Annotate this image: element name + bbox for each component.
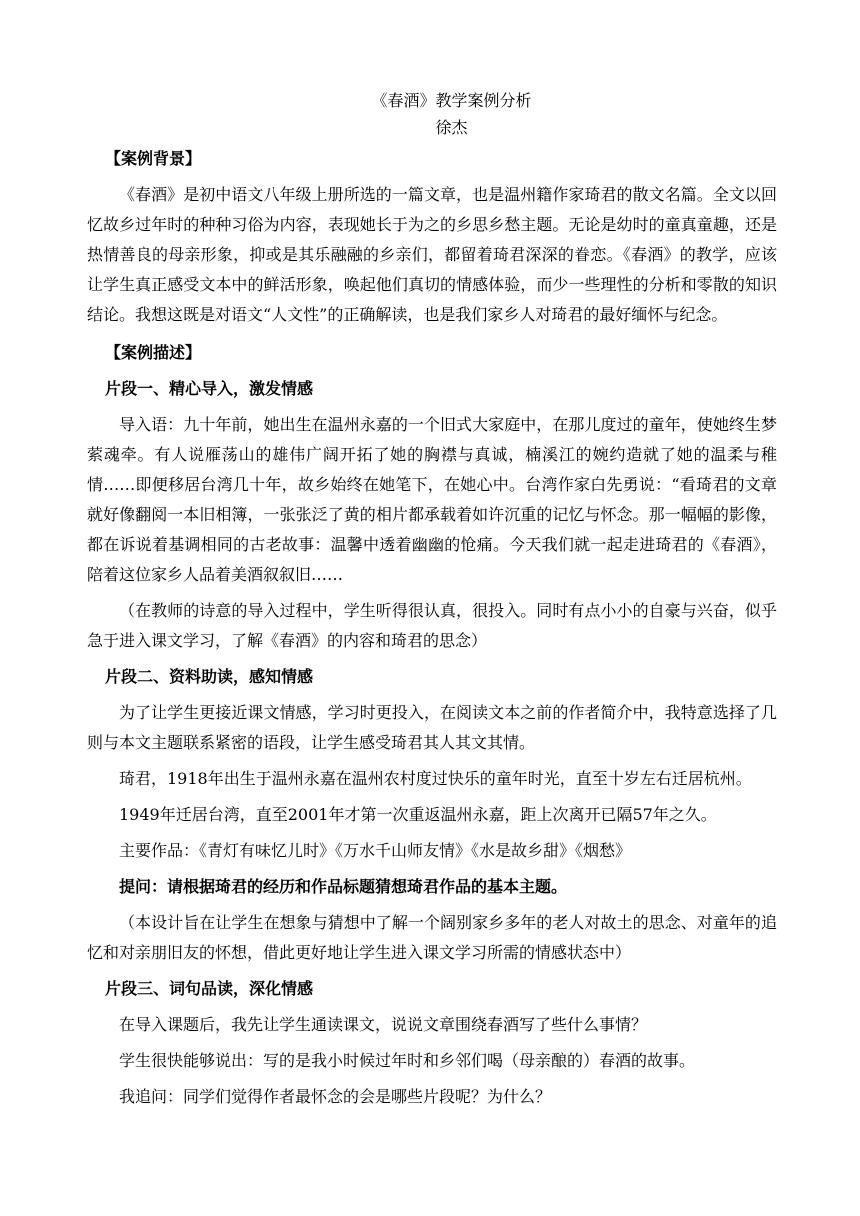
segment2-paragraph-3: 1949年迁居台湾，直至2001年才第一次重返温州永嘉，距上次离开已隔57年之久。 [119,805,717,824]
document-body [87,144,777,1112]
segment2-paragraph-1: 为了让学生更接近课文情感，学习时更投入，在阅读文本之前的作者简介中，我特意选择了几则与本文主题联系紧密的语段，让学生感受琦君其人其文其情。 [87,703,777,752]
segment-heading-3: 片段三、词句品读，深化情感 [105,979,314,998]
background-paragraph: 《春酒》是初中语文八年级上册所选的一篇文章，也是温州籍作家琦君的散文名篇。全文以回忆故乡过年时的种种习俗为内容，表现她长于为之的乡思乡愁主题。无论是幼时的童真童趣，还是热情善良的母亲形象，抑或是其乐融融的乡亲们，都留着琦君深深的眷恋。《春酒》的教学，应该让学生真正感受文本中的鲜活形象，唤起他们真切的情感体验，而少一些理性的分析和零散的知识结论。我想这既是对语文“人文性”的正确解读，也是我们家乡人对琦君的最好缅怀与纪念。 [87,185,777,324]
segment3-paragraph-3: 我追问：同学们觉得作者最怀念的会是哪些片段呢？为什么？ [119,1087,552,1106]
document-title: 《春酒》教学案例分析 [371,91,532,110]
segment1-note-paragraph: （在教师的诗意的导入过程中，学生听得很认真，很投入。同时有点小小的自豪与兴奋，似乎急于进入课文学习，了解《春酒》的内容和琦君的思念） [87,601,777,650]
segment2-note-paragraph: （本设计旨在让学生在想象与猜想中了解一个阔别家乡多年的老人对故土的思念、对童年的追忆和对亲朋旧友的怀想，借此更好地让学生进入课文学习所需的情感状态中） [87,913,777,962]
section-heading-description: 【案例描述】 [105,343,202,362]
segment-heading-1: 片段一、精心导入，激发情感 [105,379,314,398]
segment3-paragraph-2: 学生很快能够说出：写的是我小时候过年时和乡邻们喝（母亲酿的）春酒的故事。 [119,1051,696,1070]
document-author: 徐杰 [435,118,468,137]
segment2-question: 提问：请根据琦君的经历和作品标题猜想琦君作品的基本主题。 [119,877,568,896]
segment2-works: 主要作品：《青灯有味忆儿时》《万水千山师友情》《水是故乡甜》《烟愁》 [119,841,632,860]
segment-heading-2: 片段二、资料助读，感知情感 [105,667,314,686]
section-heading-background: 【案例背景】 [105,149,202,168]
segment1-intro-paragraph: 导入语：九十年前，她出生在温州永嘉的一个旧式大家庭中，在那儿度过的童年，使她终生梦萦魂牵。有人说雁荡山的雄伟广阔开拓了她的胸襟与真诚，楠溪江的婉约造就了她的温柔与稚情……即便移居台湾几十年，故乡始终在她笔下，在她心中。台湾作家白先勇说：“看琦君的文章就好像翻阅一本旧相簿，一张张泛了黄的相片都承载着如许沉重的记忆与怀念。那一幅幅的影像，都在诉说着基调相同的古老故事：温馨中透着幽幽的怆痛。今天我们就一起走进琦君的《春酒》，陪着这位家乡人品着美酒叙叙旧…… [87,415,777,584]
segment3-paragraph-1: 在导入课题后，我先让学生通读课文，说说文章围绕春酒写了些什么事情？ [119,1015,648,1034]
segment2-paragraph-2: 琦君，1918年出生于温州永嘉在温州农村度过快乐的童年时光，直至十岁左右迁居杭州。 [119,769,752,788]
